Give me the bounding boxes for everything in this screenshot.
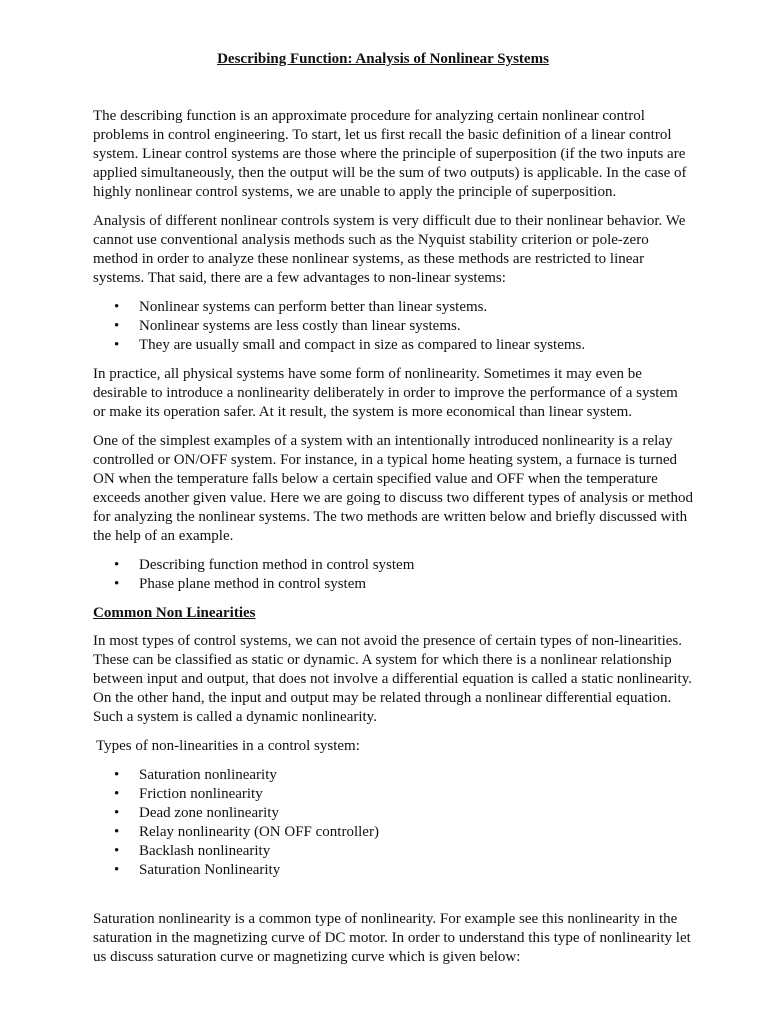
list-item: • Describing function method in control system <box>93 556 693 575</box>
section-heading-common-nonlinearities: Common Non Linearities <box>93 605 256 621</box>
list-item: • Phase plane method in control system <box>93 575 693 594</box>
types-intro-text: Types of non-linearities in a control system: <box>96 738 360 754</box>
list-item: • Saturation nonlinearity <box>93 766 693 785</box>
saturation-paragraph: Saturation nonlinearity is a common type of nonlinearity. For example see this nonlinearity in the saturation in the magnetizing curve of DC motor. In order to understand this type of nonlinearity let us discuss saturation curve or magnetizing curve which is given below: <box>93 911 691 965</box>
methods-list <box>93 556 693 594</box>
spacer <box>93 890 693 910</box>
list-item: • Backlash nonlinearity <box>93 842 693 861</box>
list-item: • Friction nonlinearity <box>93 785 693 804</box>
intro-paragraph: The describing function is an approximate procedure for analyzing certain nonlinear control problems in control engineering. To start, let us first recall the basic definition of a linear control system. Linear control systems are those where the principle of superposition (if the two inputs are applied simultaneously, then the output will be the sum of two outputs) is applicable. In the case of highly nonlinear control systems, we are unable to apply the principle of superposition. <box>93 108 687 200</box>
list-item: • Nonlinear systems are less costly than linear systems. <box>93 317 693 336</box>
common-nonlinearities-paragraph: In most types of control systems, we can not avoid the presence of certain types of non-linearities. These can be classified as static or dynamic. A system for which there is a nonlinear relationship between input and output, that does not involve a differential equation is called a static nonlinearity. On the other hand, the input and output may be related through a nonlinear differential equation. Such a system is called a dynamic nonlinearity. <box>93 633 692 725</box>
advantages-list <box>93 298 693 355</box>
list-item: • They are usually small and compact in size as compared to linear systems. <box>93 336 693 355</box>
list-item: • Saturation Nonlinearity <box>93 861 693 880</box>
nonlinearity-types-list <box>93 766 693 880</box>
list-item: • Nonlinear systems can perform better than linear systems. <box>93 298 693 317</box>
list-item: • Relay nonlinearity (ON OFF controller) <box>93 823 693 842</box>
practice-paragraph: In practice, all physical systems have some form of nonlinearity. Sometimes it may even be desirable to introduce a nonlinearity deliberately in order to improve the performance of a system or make its operation safer. At it result, the system is more economical than linear system. <box>93 366 678 420</box>
document-title: Describing Function: Analysis of Nonlinear Systems <box>217 51 549 67</box>
list-item: • Dead zone nonlinearity <box>93 804 693 823</box>
example-paragraph: One of the simplest examples of a system with an intentionally introduced nonlinearity is a relay controlled or ON/OFF system. For instance, in a typical home heating system, a furnace is turned ON when the temperature falls below a certain specified value and OFF when the temperature exceeds another given value. Here we are going to discuss two different types of analysis or method for analyzing the nonlinear systems. The two methods are written below and briefly discussed with the help of an example. <box>93 433 693 544</box>
document-body <box>93 50 693 977</box>
analysis-paragraph: Analysis of different nonlinear controls system is very difficult due to their nonlinear behavior. We cannot use conventional analysis methods such as the Nyquist stability criterion or pole-zero method in order to analyze these nonlinear systems, as these methods are restricted to linear systems. That said, there are a few advantages to non-linear systems: <box>93 213 686 286</box>
